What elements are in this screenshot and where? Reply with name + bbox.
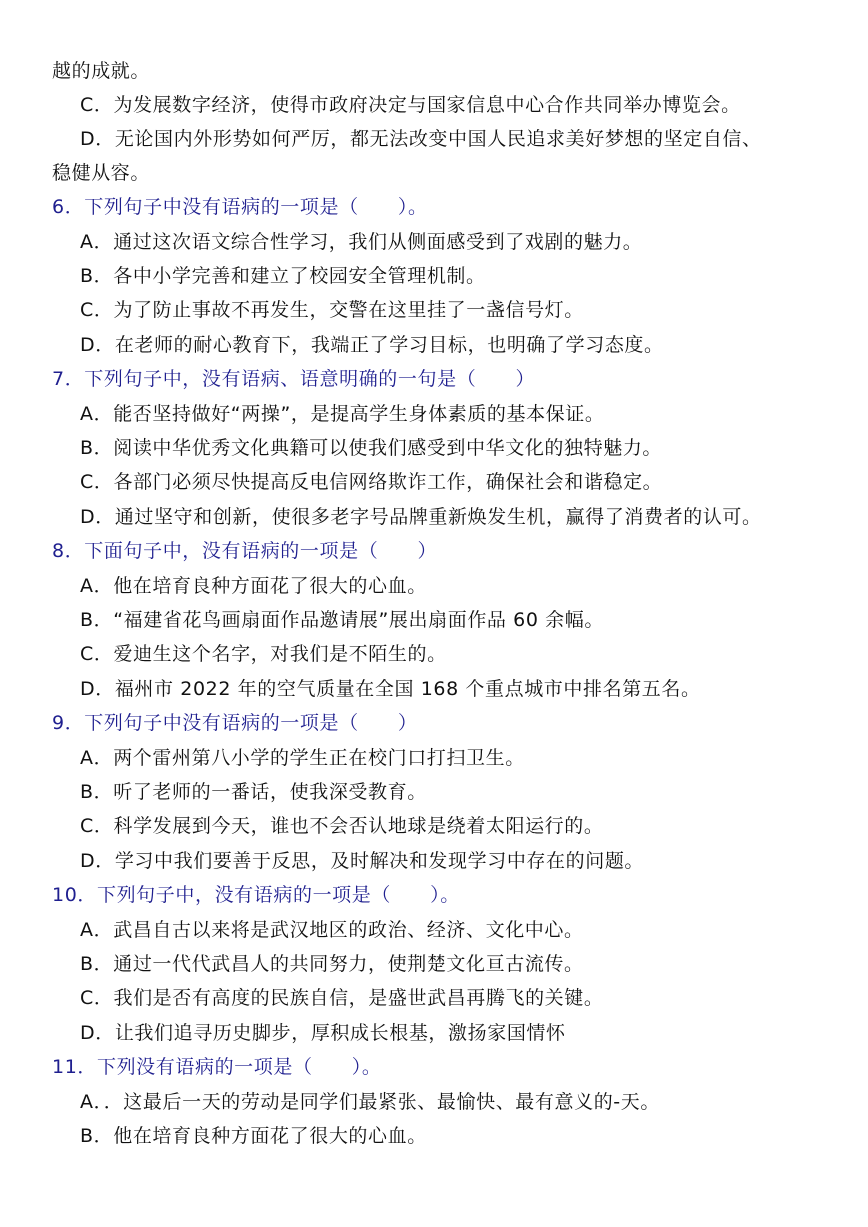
option-d: D．通过坚守和创新，使很多老字号品牌重新焕发生机，赢得了消费者的认可。 (80, 506, 762, 528)
question-8-stem: 8．下面句子中，没有语病的一项是（ ） (52, 540, 438, 562)
option-a: A．他在培育良种方面花了很大的心血。 (80, 575, 427, 597)
option-b: B．通过一代代武昌人的共同努力，使荆楚文化亘古流传。 (80, 953, 584, 975)
option-c: C．科学发展到今天，谁也不会否认地球是绕着太阳运行的。 (80, 815, 604, 837)
option-c: C．各部门必须尽快提高反电信网络欺诈工作，确保社会和谐稳定。 (80, 471, 663, 493)
option-a: A．通过这次语文综合性学习，我们从侧面感受到了戏剧的魅力。 (80, 231, 643, 253)
question-6-stem: 6．下列句子中没有语病的一项是（ ）。 (52, 196, 428, 218)
text-line: 越的成就。 (52, 60, 151, 82)
option-c: C．为发展数字经济，使得市政府决定与国家信息中心合作共同举办博览会。 (80, 94, 741, 116)
option-a: A．武昌自古以来将是武汉地区的政治、经济、文化中心。 (80, 919, 584, 941)
question-10-stem: 10．下列句子中，没有语病的一项是（ ）。 (52, 884, 460, 906)
option-c: C．为了防止事故不再发生，交警在这里挂了一盏信号灯。 (80, 299, 584, 321)
option-d: D．无论国内外形势如何严厉，都无法改变中国人民追求美好梦想的坚定自信、 (80, 128, 762, 150)
option-b: B．阅读中华优秀文化典籍可以使我们感受到中华文化的独特魅力。 (80, 437, 663, 459)
option-d: D．让我们追寻历史脚步，厚积成长根基，激扬家国情怀 (80, 1022, 566, 1044)
option-b: B．听了老师的一番话，使我深受教育。 (80, 781, 427, 803)
text-line: 稳健从容。 (52, 162, 151, 184)
option-b: B．“福建省花鸟画扇面作品邀请展”展出扇面作品 60 余幅。 (80, 609, 604, 631)
option-a: A．．这最后一天的劳动是同学们最紧张、最愉快、最有意义的-天。 (80, 1091, 660, 1113)
option-d: D．在老师的耐心教育下，我端正了学习目标，也明确了学习态度。 (80, 334, 664, 356)
option-a: A．两个雷州第八小学的学生正在校门口打扫卫生。 (80, 747, 525, 769)
option-d: D．福州市 2022 年的空气质量在全国 168 个重点城市中排名第五名。 (80, 678, 701, 700)
question-9-stem: 9．下列句子中没有语病的一项是（ ） (52, 712, 418, 734)
option-b: B．他在培育良种方面花了很大的心血。 (80, 1125, 427, 1147)
option-c: C．我们是否有高度的民族自信，是盛世武昌再腾飞的关键。 (80, 987, 604, 1009)
option-c: C．爱迪生这个名字，对我们是不陌生的。 (80, 643, 447, 665)
option-a: A．能否坚持做好“两操”，是提高学生身体素质的基本保证。 (80, 403, 605, 425)
question-7-stem: 7．下列句子中，没有语病、语意明确的一句是（ ） (52, 368, 536, 390)
question-11-stem: 11．下列没有语病的一项是（ ）。 (52, 1056, 382, 1078)
option-b: B．各中小学完善和建立了校园安全管理机制。 (80, 265, 486, 287)
option-d: D．学习中我们要善于反思，及时解决和发现学习中存在的问题。 (80, 850, 645, 872)
